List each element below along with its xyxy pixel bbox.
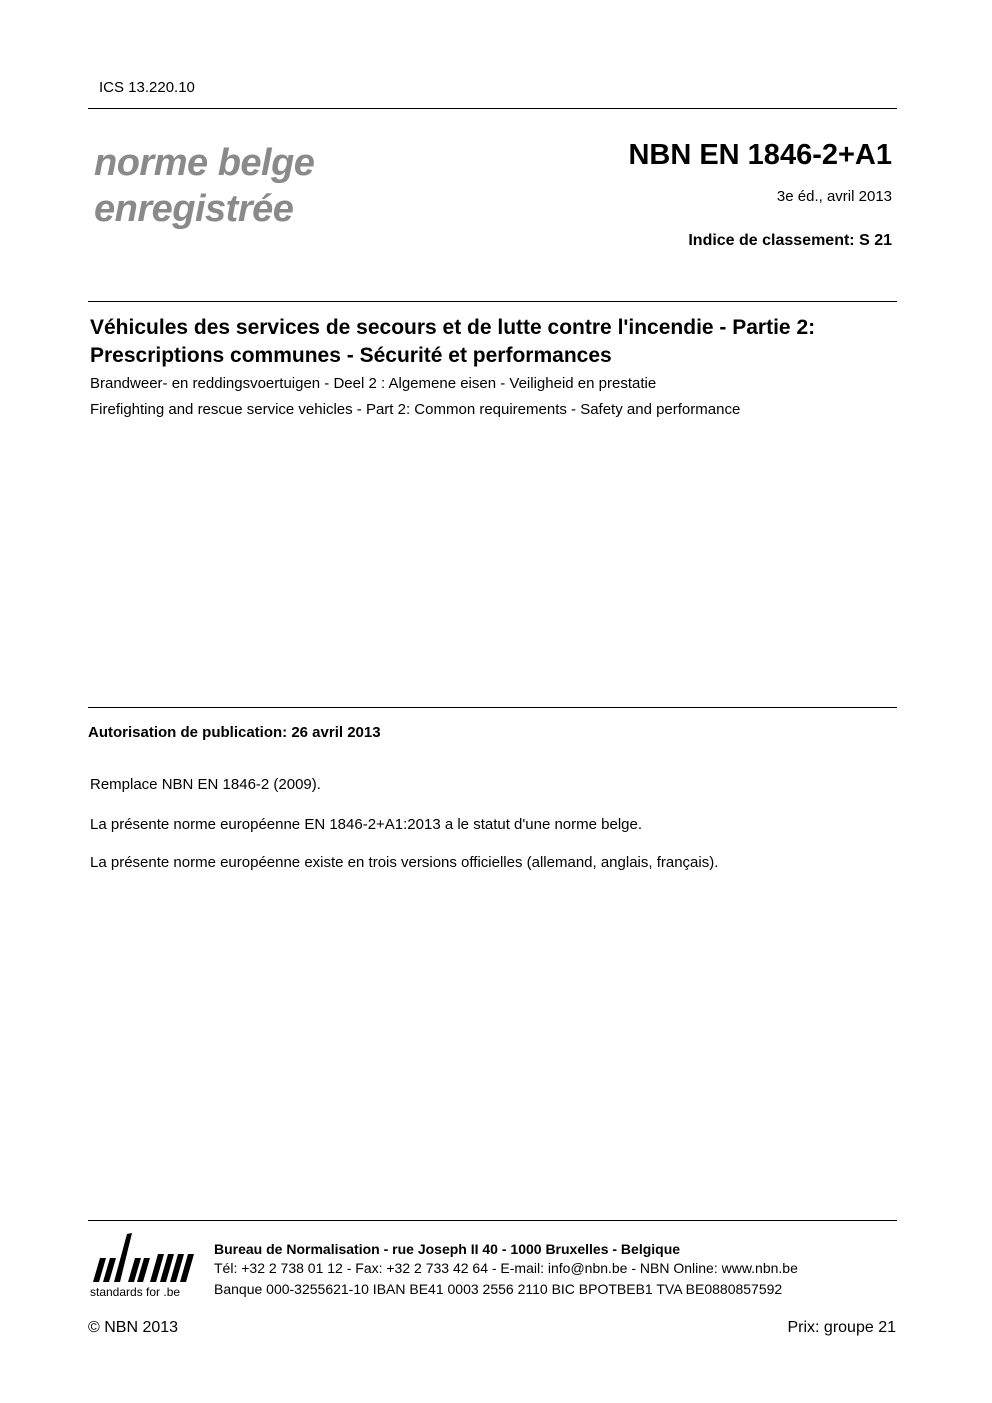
footer-divider bbox=[88, 1220, 897, 1221]
brand-title-line1: norme belge bbox=[94, 142, 315, 184]
copyright-notice: © NBN 2013 bbox=[88, 1319, 179, 1336]
header-divider bbox=[88, 108, 897, 109]
note-replaces: Remplace NBN EN 1846-2 (2009). bbox=[90, 776, 321, 793]
nbn-logo-mark bbox=[86, 1228, 201, 1284]
bank-details: Banque 000-3255621-10 IBAN BE41 0003 2556 2110 BIC BPOTBEB1 TVA BE0880857592 bbox=[214, 1281, 783, 1297]
title-divider bbox=[88, 301, 897, 302]
ics-code: ICS 13.220.10 bbox=[99, 79, 195, 96]
contact-details: Tél: +32 2 738 01 12 - Fax: +32 2 733 42 64 - E-mail: info@nbn.be - NBN Online: www.nbn.be bbox=[214, 1260, 798, 1276]
organisation-address: Bureau de Normalisation - rue Joseph II 40 - 1000 Bruxelles - Belgique bbox=[214, 1241, 681, 1257]
nbn-logo bbox=[86, 1228, 201, 1306]
price-group: Prix: groupe 21 bbox=[787, 1319, 896, 1336]
brand-title-line2: enregistrée bbox=[94, 188, 294, 230]
note-versions: La présente norme européenne existe en trois versions officielles (allemand, anglais, français). bbox=[90, 854, 719, 871]
logo-tagline: standards for .be bbox=[90, 1285, 181, 1299]
classification-index: Indice de classement: S 21 bbox=[688, 232, 892, 249]
authorisation-divider bbox=[88, 707, 897, 708]
title-french: Véhicules des services de secours et de lutte contre l'incendie - Partie 2: Prescriptions communes - Sécurité et performances bbox=[90, 316, 816, 367]
publication-authorisation: Autorisation de publication: 26 avril 2013 bbox=[88, 724, 381, 741]
title-english: Firefighting and rescue service vehicles - Part 2: Common requirements - Safety and performance bbox=[90, 401, 741, 418]
note-status: La présente norme européenne EN 1846-2+A1:2013 a le statut d'une norme belge. bbox=[90, 816, 643, 833]
standard-number: NBN EN 1846-2+A1 bbox=[628, 139, 892, 171]
title-dutch: Brandweer- en reddingsvoertuigen - Deel 2 : Algemene eisen - Veiligheid en prestatie bbox=[90, 375, 657, 392]
edition-date: 3e éd., avril 2013 bbox=[776, 188, 892, 205]
